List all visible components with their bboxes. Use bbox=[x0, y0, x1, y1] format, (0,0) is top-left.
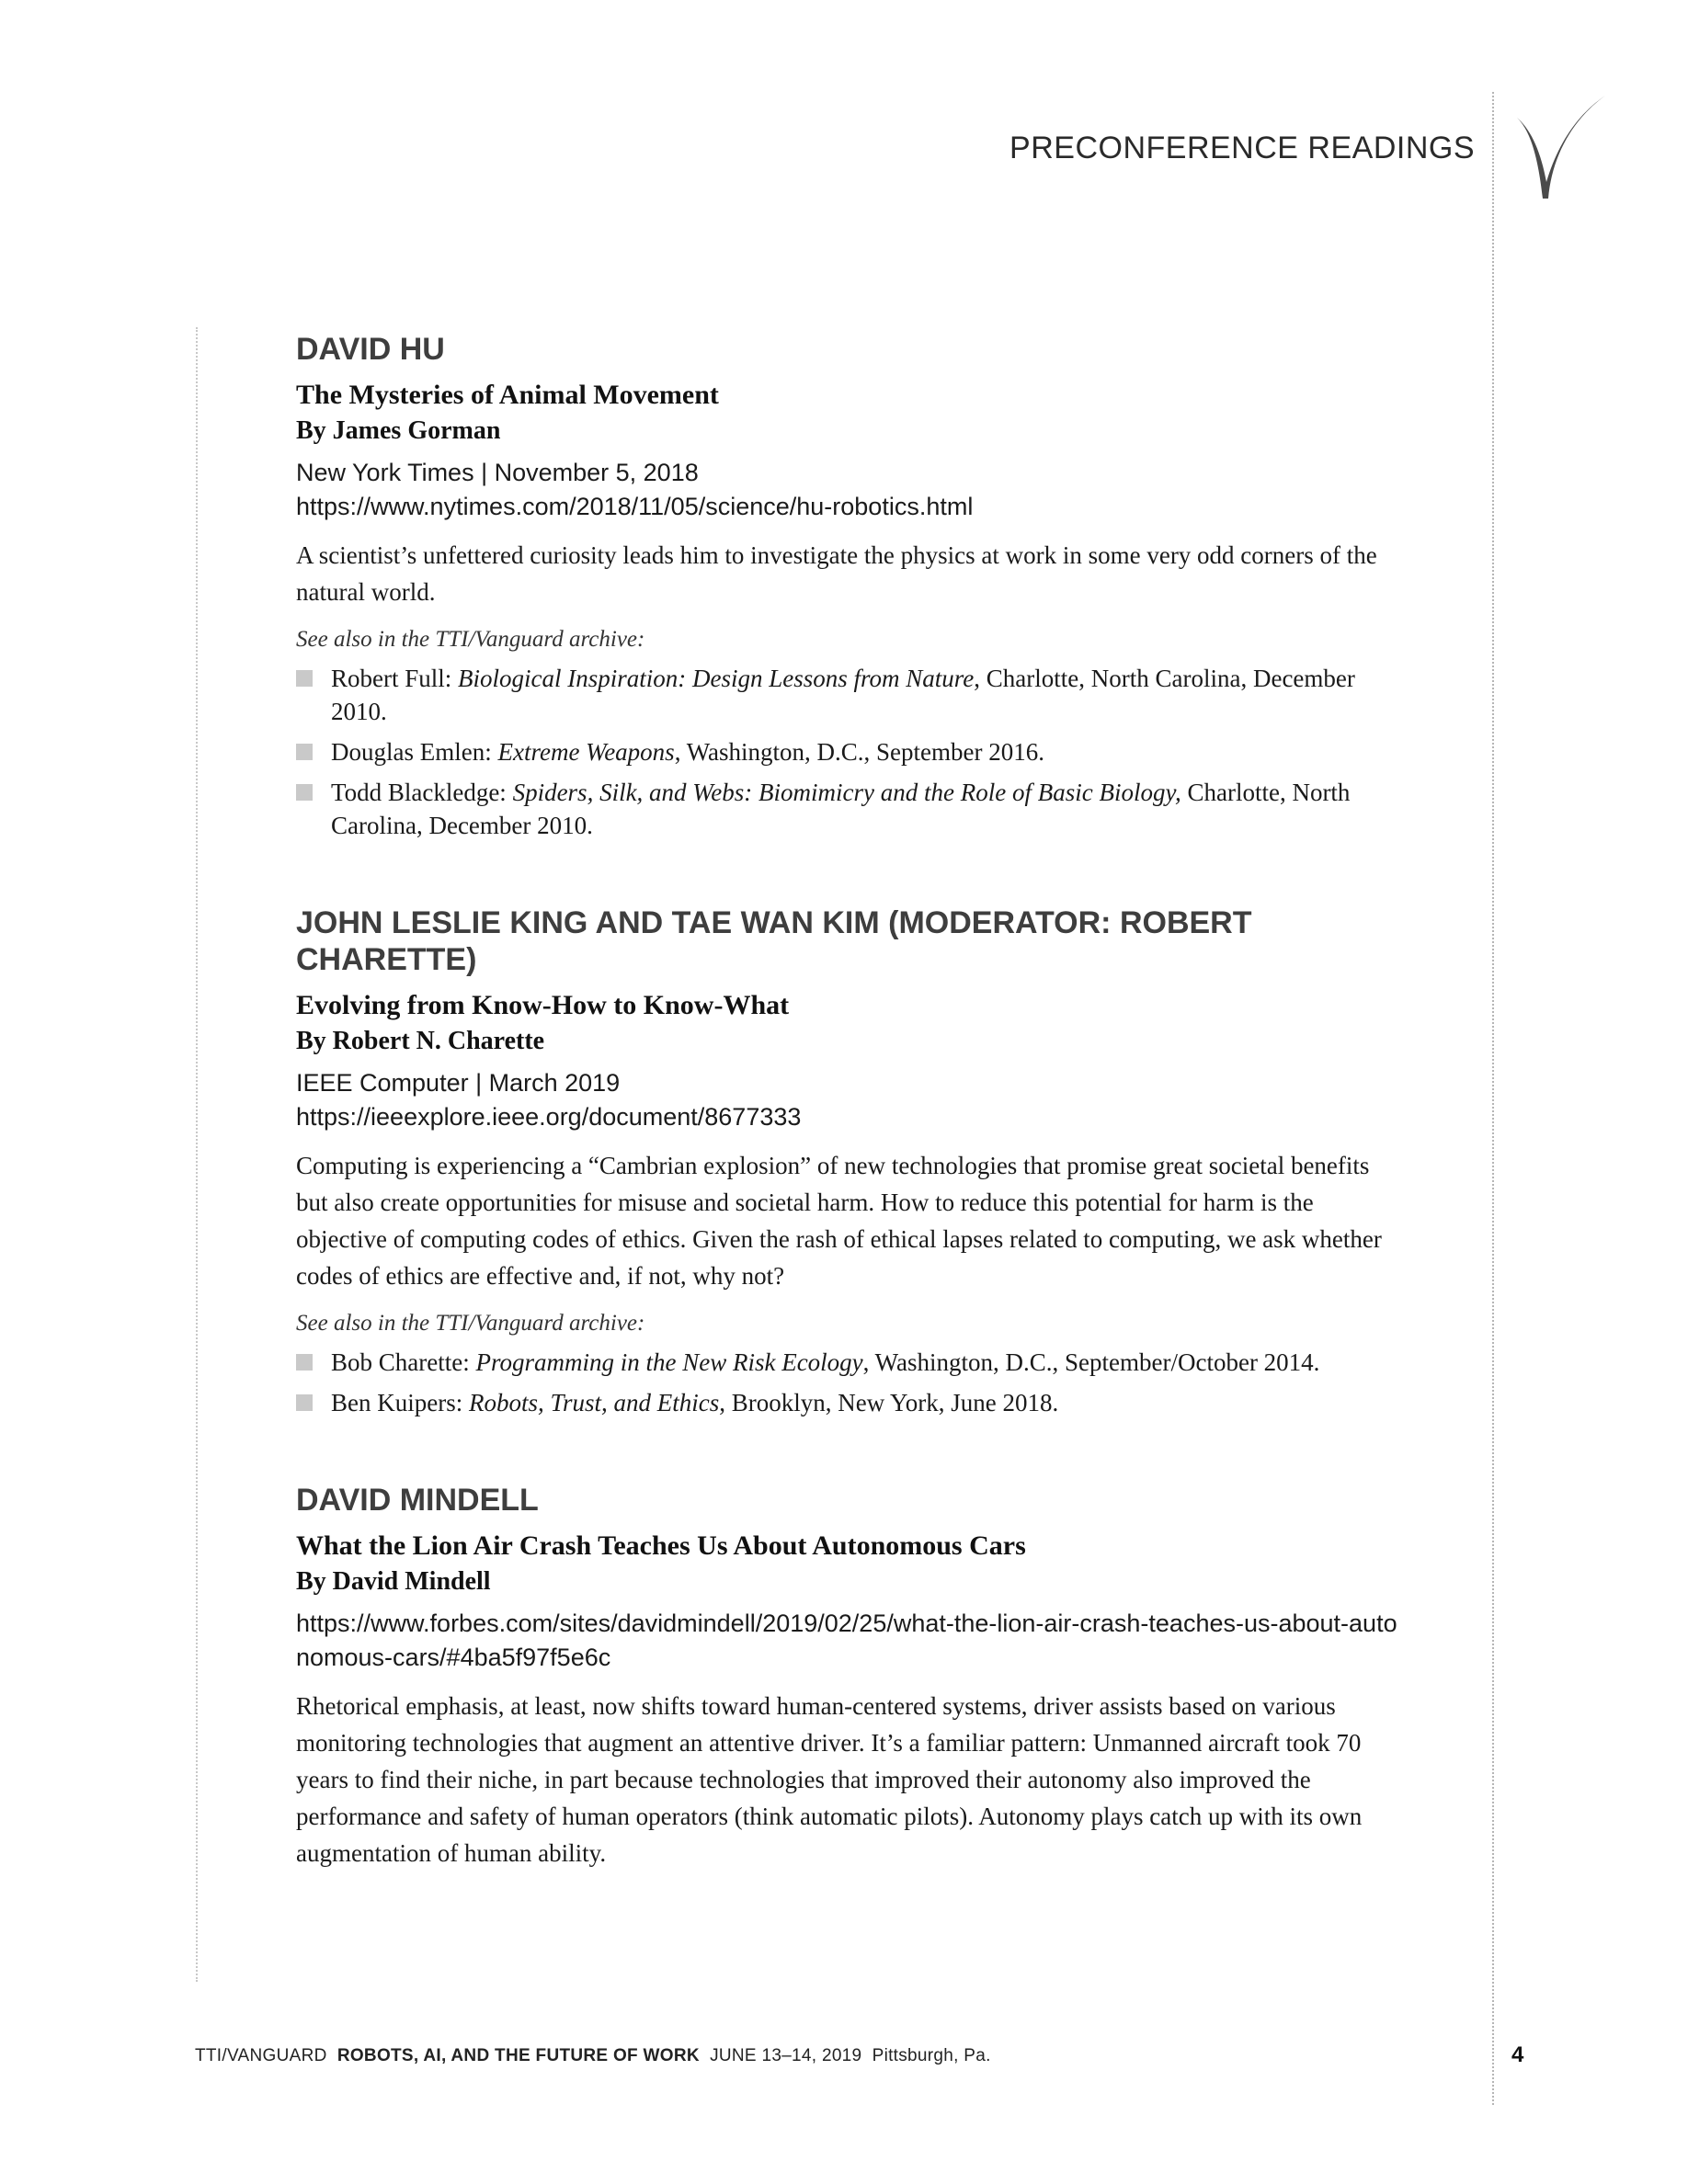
square-bullet-icon bbox=[296, 784, 313, 801]
reading-section-david-hu bbox=[296, 331, 1399, 842]
article-source: New York Times | November 5, 2018 bbox=[296, 459, 699, 486]
vanguard-v-logo-icon bbox=[1515, 92, 1607, 202]
footer-dates: JUNE 13–14, 2019 bbox=[710, 2046, 862, 2065]
article-author: By James Gorman bbox=[296, 416, 501, 445]
speaker-heading: JOHN LESLIE KING AND TAE WAN KIM (MODERATOR: ROBERT CHARETTE) bbox=[296, 905, 1252, 977]
square-bullet-icon bbox=[296, 744, 313, 760]
archive-reference-item: Ben Kuipers: Robots, Trust, and Ethics, Brooklyn, New York, June 2018. bbox=[296, 1386, 1399, 1419]
speaker-heading: DAVID HU bbox=[296, 332, 445, 367]
article-abstract: Rhetorical emphasis, at least, now shifts toward human-centered systems, driver assists based on various monitoring technologies that augment an attentive driver. It’s a familiar pattern: Unmanned aircraft took 70 years to find their niche, in part because technologies that improved their autonomy also improved the performance and safety of human operators (think automatic pilots). Autonomy plays catch up with its own augmentation of human ability. bbox=[296, 1692, 1363, 1867]
see-also-label: See also in the TTI/Vanguard archive: bbox=[296, 627, 645, 652]
footer-location: Pittsburgh, Pa. bbox=[872, 2046, 991, 2065]
page-footer bbox=[195, 2046, 991, 2066]
see-also-label: See also in the TTI/Vanguard archive: bbox=[296, 1311, 645, 1336]
right-dotted-divider bbox=[1492, 92, 1494, 2105]
archive-reference-item: Robert Full: Biological Inspiration: Design Lessons from Nature, Charlotte, North Carolina, December 2010. bbox=[296, 662, 1399, 728]
square-bullet-icon bbox=[296, 670, 313, 687]
archive-reference-item: Todd Blackledge: Spiders, Silk, and Webs: Biomimicry and the Role of Basic Biology, Charlotte, North Carolina, December 2010. bbox=[296, 776, 1399, 842]
article-abstract: Computing is experiencing a “Cambrian explosion” of new technologies that promise great societal benefits but also create opportunities for misuse and societal harm. How to reduce this potential for harm is the objective of computing codes of ethics. Given the rash of ethical lapses related to computing, we ask whether codes of ethics are effective and, if not, why not? bbox=[296, 1152, 1382, 1290]
archive-reference-item: Douglas Emlen: Extreme Weapons, Washington, D.C., September 2016. bbox=[296, 735, 1399, 768]
article-url[interactable]: https://www.forbes.com/sites/davidmindell/2019/02/25/what-the-lion-air-crash-teaches-us-about-autonomous-cars/#4ba5f97f5e6c bbox=[296, 1610, 1397, 1671]
reading-section-king-kim bbox=[296, 904, 1399, 1419]
left-dotted-divider bbox=[196, 327, 198, 1982]
reading-section-david-mindell bbox=[296, 1482, 1399, 1871]
archive-reference-item: Bob Charette: Programming in the New Risk Ecology, Washington, D.C., September/October 2014. bbox=[296, 1346, 1399, 1379]
article-author: By David Mindell bbox=[296, 1567, 491, 1596]
article-author: By Robert N. Charette bbox=[296, 1027, 545, 1055]
archive-reference-list bbox=[296, 662, 1399, 842]
archive-reference-list bbox=[296, 1346, 1399, 1419]
speaker-heading: DAVID MINDELL bbox=[296, 1483, 539, 1518]
article-title: The Mysteries of Animal Movement bbox=[296, 380, 719, 410]
page-header-title: PRECONFERENCE READINGS bbox=[1009, 131, 1475, 165]
footer-org: TTI/VANGUARD bbox=[195, 2046, 327, 2065]
article-source: IEEE Computer | March 2019 bbox=[296, 1069, 621, 1097]
article-url[interactable]: https://www.nytimes.com/2018/11/05/science/hu-robotics.html bbox=[296, 493, 974, 520]
article-title: What the Lion Air Crash Teaches Us About Autonomous Cars bbox=[296, 1530, 1026, 1561]
article-title: Evolving from Know-How to Know-What bbox=[296, 990, 790, 1020]
square-bullet-icon bbox=[296, 1394, 313, 1411]
article-url[interactable]: https://ieeexplore.ieee.org/document/8677333 bbox=[296, 1103, 802, 1131]
footer-event: ROBOTS, AI, AND THE FUTURE OF WORK bbox=[336, 2046, 700, 2065]
readings-content bbox=[296, 331, 1399, 1934]
square-bullet-icon bbox=[296, 1354, 313, 1371]
page-number: 4 bbox=[1511, 2042, 1524, 2067]
article-abstract: A scientist’s unfettered curiosity leads him to investigate the physics at work in some very odd corners of the natural world. bbox=[296, 541, 1377, 606]
